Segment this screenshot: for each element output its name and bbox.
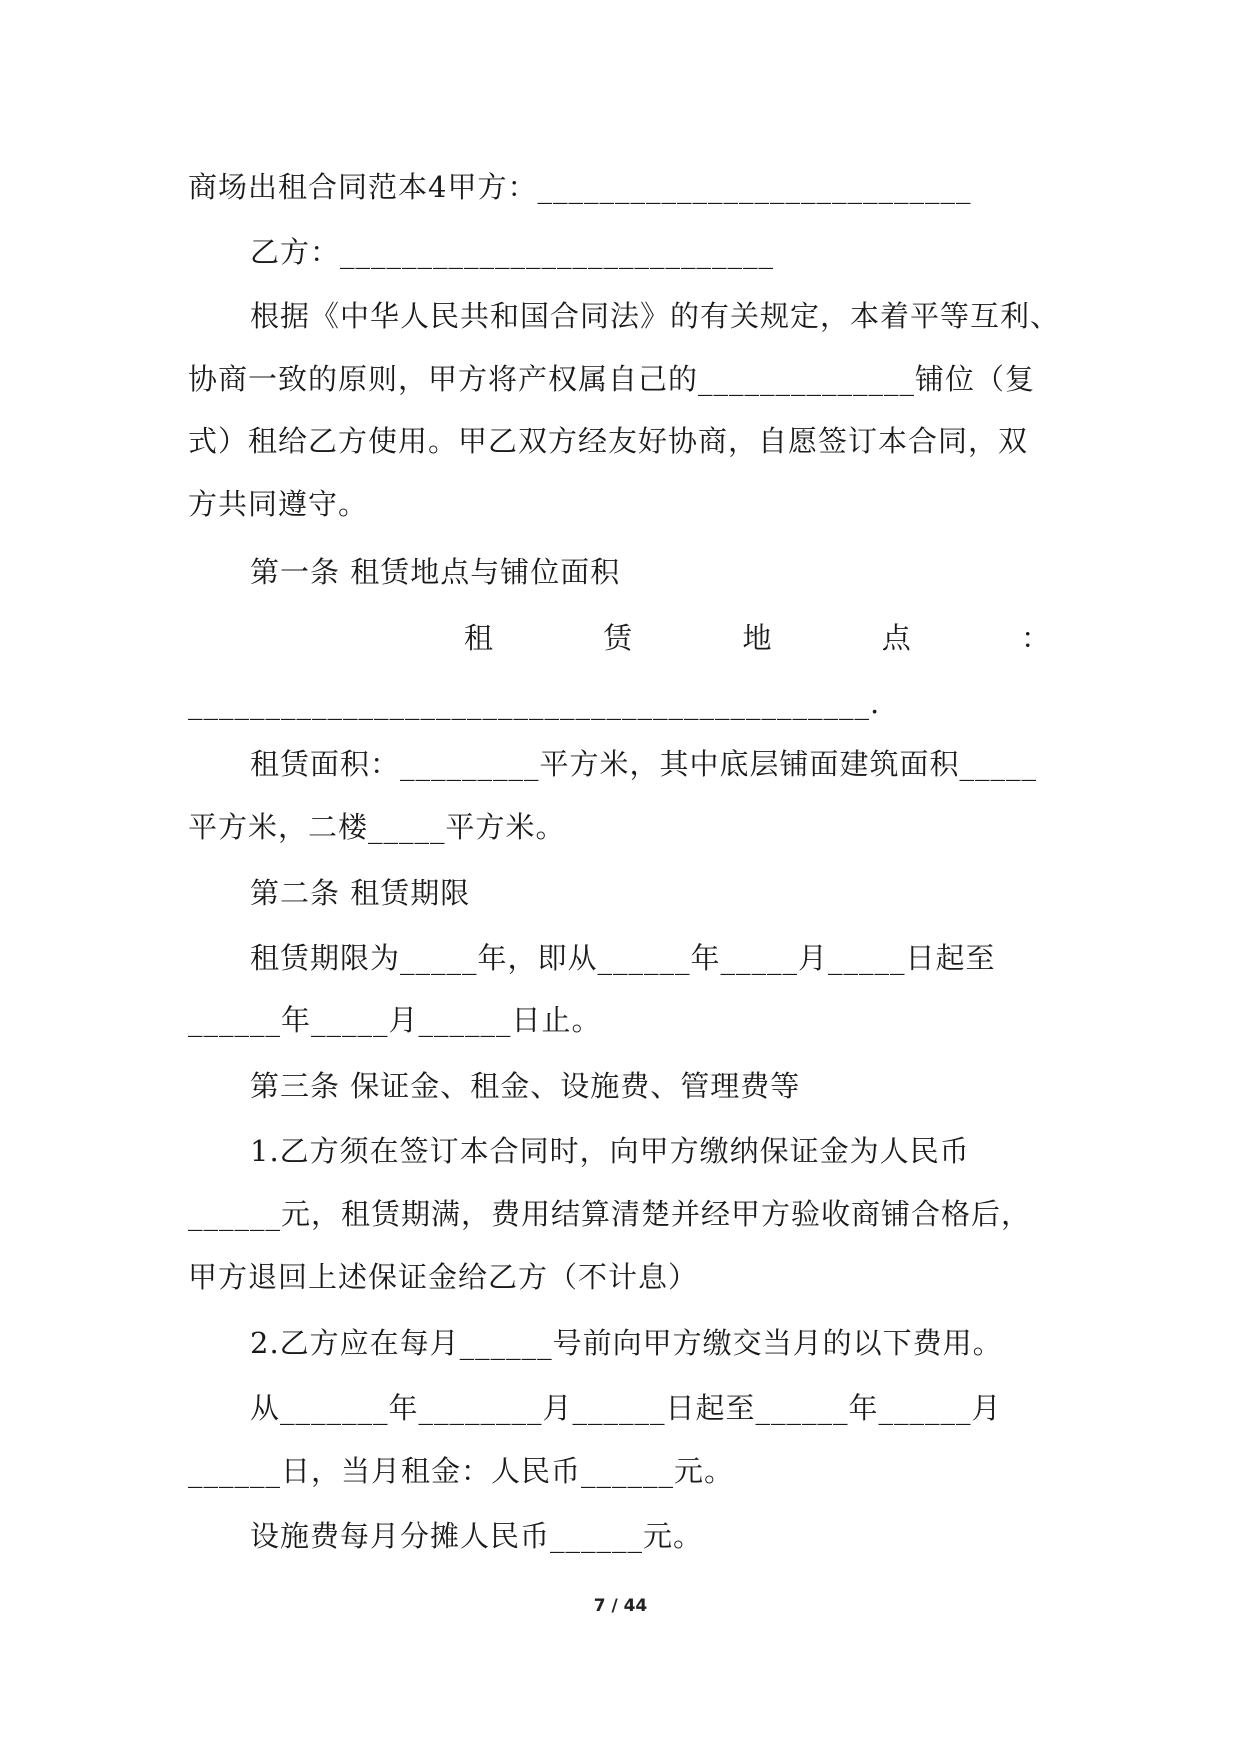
- paragraph-line: 式）租给乙方使用。甲乙双方经友好协商，自愿签订本合同，双: [188, 424, 1029, 458]
- paragraph-line: ______元，租赁期满，费用结算清楚并经甲方验收商铺合格后，: [188, 1197, 1032, 1231]
- paragraph-line: 设施费每月分摊人民币______元。: [250, 1519, 704, 1553]
- paragraph-line: 2.乙方应在每月______号前向甲方缴交当月的以下费用。: [250, 1326, 1003, 1360]
- spread-char: 地: [742, 621, 772, 655]
- paragraph-line: 租赁面积：_________平方米，其中底层铺面建筑面积_____: [250, 747, 1038, 781]
- article-heading: 第一条 租赁地点与铺位面积: [250, 555, 621, 589]
- spread-char: 点: [881, 621, 911, 655]
- paragraph-line: ______日，当月租金：人民币______元。: [188, 1454, 735, 1488]
- paragraph-line: 从_______年________月______日起至______年______月: [250, 1391, 1002, 1425]
- paragraph-line: 协商一致的原则，甲方将产权属自己的______________铺位（复: [188, 362, 1036, 396]
- blank-line: ____________________________________________.: [188, 686, 881, 720]
- paragraph-line: 平方米，二楼_____平方米。: [188, 810, 566, 844]
- paragraph-line: 租赁期限为_____年，即从______年_____月_____日起至: [250, 941, 996, 975]
- party-b-line: 乙方：____________________________: [250, 235, 775, 269]
- contract-title-line: 商场出租合同范本4甲方：____________________________: [188, 170, 972, 204]
- paragraph-line: 1.乙方须在签订本合同时，向甲方缴纳保证金为人民币: [250, 1134, 970, 1168]
- article-heading: 第三条 保证金、租金、设施费、管理费等: [250, 1069, 801, 1103]
- page-number: 7 / 44: [593, 1596, 648, 1616]
- paragraph-line: 方共同遵守。: [188, 487, 369, 521]
- spread-char: ：: [1020, 621, 1050, 655]
- paragraph-line: 甲方退回上述保证金给乙方（不计息）: [188, 1260, 699, 1294]
- spread-char: 赁: [603, 621, 633, 655]
- spread-char: 租: [464, 621, 494, 655]
- paragraph-line: ______年_____月______日止。: [188, 1003, 602, 1037]
- paragraph-line: 根据《中华人民共和国合同法》的有关规定，本着平等互利、: [250, 299, 1061, 333]
- lease-location-label: [188, 618, 1050, 658]
- article-heading: 第二条 租赁期限: [250, 876, 471, 910]
